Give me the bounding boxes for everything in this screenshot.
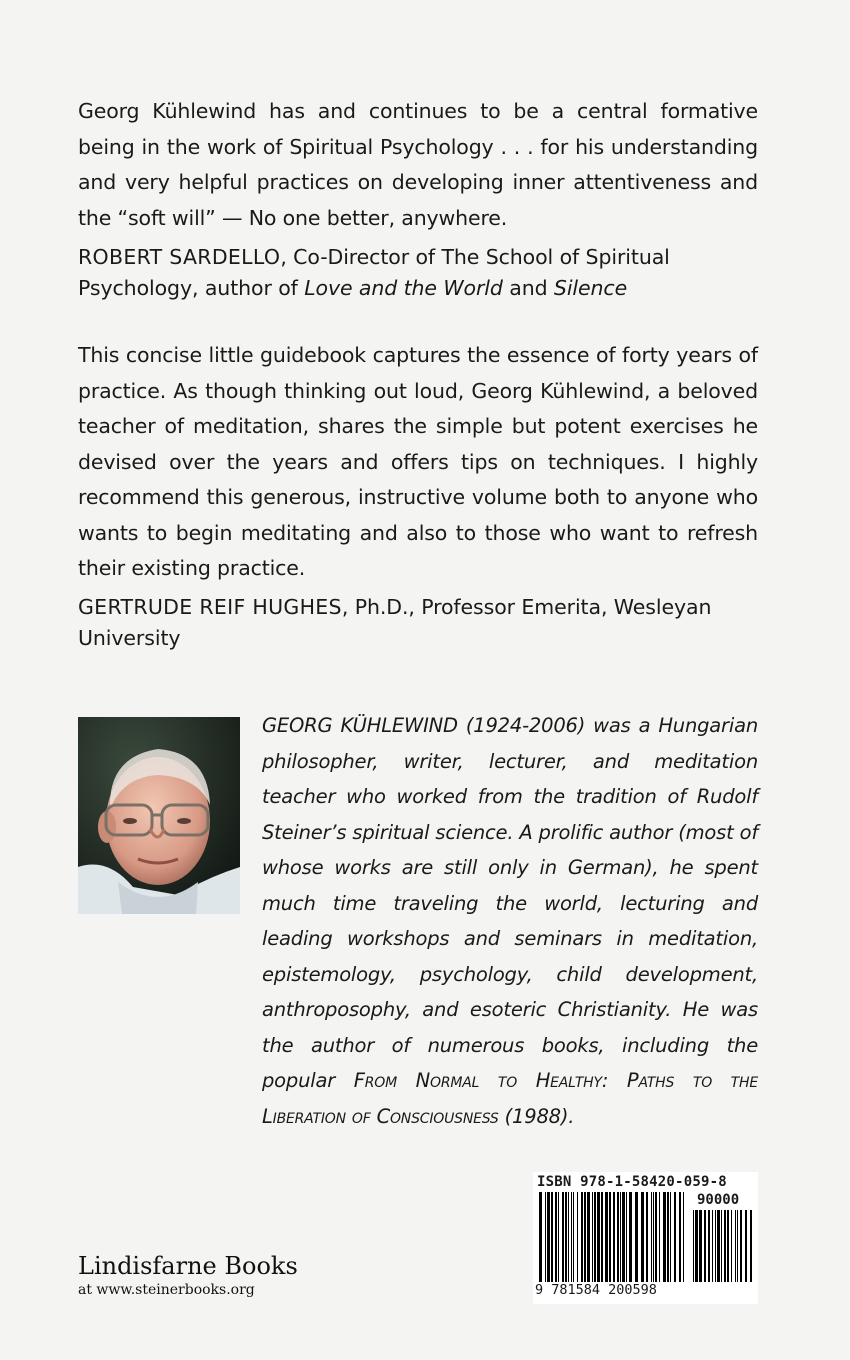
quote-hughes-text: This concise little guidebook captures the essence of forty years of practice. As though thinking out loud, Georg Kühlewind, a beloved teacher of meditation, shares the simple but potent exercises he devised over the years and offers tips on techniques. I highly recommend this generous, instructive volume both to anyone who wants to begin meditating and also to those who want to refresh their existing practice. [78, 343, 758, 580]
quote-sardello-text: Georg Kühlewind has and continues to be a central formative being in the work of Spiritual Psychology . . . for his understanding and very helpful practices on developing inner attentiveness and the “soft will” — No one better, anywhere. [78, 99, 758, 230]
barcode-bar [613, 1192, 615, 1282]
barcode-bar [717, 1210, 720, 1282]
barcode-bar [539, 1192, 542, 1292]
publisher-imprint [78, 1251, 298, 1299]
barcode-bar [565, 1192, 567, 1282]
attribution-hughes-name: GERTRUDE REIF HUGHES [78, 595, 342, 619]
barcode-bar [555, 1192, 557, 1282]
barcode-bar [724, 1210, 726, 1282]
book-title-love-and-the-world: Love and the World [304, 276, 503, 300]
barcode-bar [581, 1192, 583, 1282]
bio-book-title: From Normal to Healthy: Paths to the Liberation of Consciousness [262, 1069, 759, 1128]
publisher-name: Lindisfarne Books [78, 1252, 298, 1280]
addon-bars [691, 1210, 753, 1292]
barcode-bar [587, 1192, 590, 1282]
barcode-bar [674, 1192, 676, 1282]
barcode-bar [568, 1192, 569, 1282]
book-title-silence: Silence [553, 276, 628, 300]
bio-book-year: (1988). [498, 1104, 575, 1128]
barcode-bar [695, 1210, 698, 1282]
quote-hughes [78, 338, 758, 587]
price-code: 90000 [697, 1192, 740, 1208]
barcode-bar [651, 1192, 652, 1282]
barcode-bar [655, 1192, 657, 1282]
barcode-bar [605, 1192, 608, 1282]
barcode-bar [737, 1210, 738, 1282]
author-photo [78, 717, 240, 914]
ean-bars [537, 1192, 687, 1292]
barcode-bar [735, 1210, 736, 1282]
barcode-bar [562, 1192, 564, 1282]
barcode-bar [715, 1210, 716, 1282]
barcode-bar [547, 1192, 550, 1282]
barcode-bar [727, 1210, 729, 1282]
isbn-barcode [533, 1172, 758, 1304]
isbn-label: ISBN 978-1-58420-059-8 [537, 1174, 727, 1190]
barcode-bar [699, 1210, 702, 1282]
barcode-bar [551, 1192, 553, 1282]
barcode-bar [683, 1192, 684, 1282]
barcode-bar [594, 1192, 596, 1282]
barcode-bar [663, 1192, 666, 1282]
barcode-bar [558, 1192, 559, 1282]
publisher-url: at www.steinerbooks.org [78, 1282, 255, 1298]
barcode-bar [721, 1210, 722, 1282]
barcode-bar [704, 1210, 706, 1282]
barcode-bar [584, 1192, 586, 1282]
barcode-bar [597, 1192, 600, 1282]
attribution-sardello-role: , Co-Director of The School of Spiritual Psychology, author of [78, 245, 670, 300]
barcode-bar [708, 1210, 710, 1282]
barcode-bar [592, 1192, 593, 1282]
barcode-bar [626, 1192, 627, 1282]
barcode-bar [577, 1192, 578, 1282]
barcode-bar [609, 1192, 611, 1282]
barcode-bar [731, 1210, 732, 1282]
barcode-bar [545, 1192, 546, 1292]
barcode-bar [659, 1192, 660, 1282]
barcode-bar [571, 1192, 572, 1282]
author-bio [262, 708, 758, 1134]
barcode-bar [646, 1192, 648, 1282]
barcode-bar [653, 1192, 654, 1282]
ean-digits: 9 781584 200598 [535, 1282, 657, 1298]
barcode-bar [693, 1210, 694, 1282]
quote-sardello [78, 94, 758, 236]
barcode-bar [620, 1192, 621, 1282]
barcode-bar [750, 1210, 752, 1282]
barcode-bar [622, 1192, 625, 1282]
attribution-hughes-role: , Ph.D., Professor Emerita, Wesleyan University [78, 595, 712, 650]
barcode-bar [629, 1192, 632, 1282]
barcode-bar [740, 1210, 742, 1282]
bio-author-name: GEORG KÜHLEWIND [262, 714, 458, 737]
barcode-bar [601, 1192, 603, 1282]
barcode-bar [573, 1192, 574, 1282]
bio-text: (1924-2006) was a Hungarian philosopher, writer, lecturer, and meditation teacher who worked from the tradition of Rudolf Steiner’s spiritual science. A prolific author (most of whose works are still only in German), he spent much time traveling the world, lecturing and leading workshops and seminars in meditation, epistemology, psychology, child development, anthroposophy, and esoteric Christianity. He was the author of numerous books, including the popular [262, 714, 758, 1092]
barcode-bar [617, 1192, 619, 1292]
barcode-bar [635, 1192, 638, 1282]
barcode-bar [712, 1210, 713, 1282]
attribution-sardello: ROBERT SARDELLO, Co-Director of The School of Spiritual Psychology, author of Love and the World and Silence [78, 245, 670, 300]
barcode-bar [670, 1192, 671, 1282]
barcode-bar [641, 1192, 644, 1282]
attribution-sardello-name: ROBERT SARDELLO [78, 245, 281, 269]
barcode-bar [667, 1192, 669, 1282]
barcode-bar [745, 1210, 747, 1282]
barcode-bar [679, 1192, 681, 1282]
attribution-hughes [78, 592, 758, 654]
